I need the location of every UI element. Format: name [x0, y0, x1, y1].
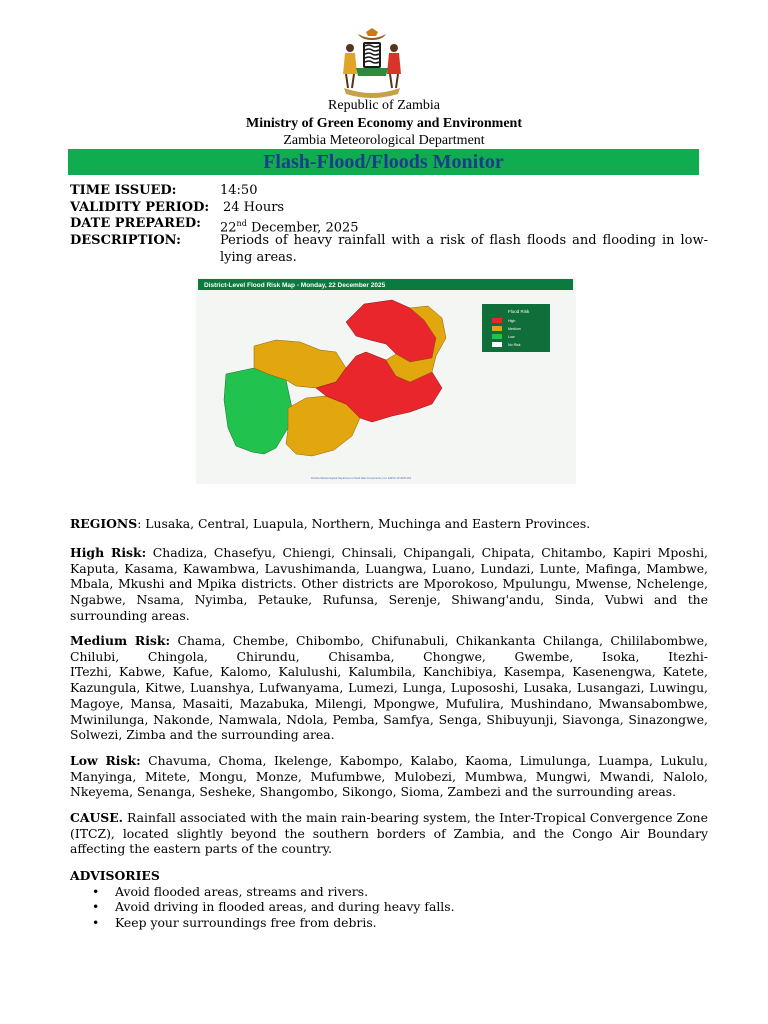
- country-name: Republic of Zambia: [328, 98, 440, 113]
- advisories-list: [70, 884, 708, 931]
- coat-of-arms-icon: [336, 28, 408, 98]
- legend-title: Flood Risk: [508, 309, 530, 314]
- medium-risk-text-1: Chama, Chembe, Chibombo, Chifunabuli, Chikankanta Chilanga, Chililabombwe, Chilubi, Chingola, Chirundu, Chisamba, Chongwe, Gwembe, Isoka, Itezhi-: [70, 633, 709, 664]
- legend-label-medium: Medium: [508, 327, 521, 331]
- high-risk-paragraph: [70, 545, 708, 624]
- cause-label: CAUSE.: [70, 810, 123, 825]
- map-credit: Zambia Meteorological Department | Flood Risk Components | ref. 2025-F-W-2025-001: [311, 477, 412, 480]
- high-risk-text: Chadiza, Chasefyu, Chiengi, Chinsali, Chipangali, Chipata, Chitambo, Kapiri Mposhi, Kaputa, Kasama, Kawambwa, Lavushimanda, Luangwa, Luano, Lundazi, Lunte, Mafinga, Mambwe, Mbala, Mkushi and Mpika districts. Other districts are Mporokoso, Mpulungu, Mwense, Nchelenge, Ngabwe, Nsama, Nyimba, Petauke, Rufunsa, Serenje, Shiwang'andu, Sinda, Vubwi and the surrounding areas.: [70, 545, 708, 623]
- map-title: District-Level Flood Risk Map - Monday, 22 December 2025: [204, 282, 386, 289]
- legend-swatch-high: [492, 318, 502, 323]
- time-issued-label: TIME ISSUED:: [70, 183, 177, 198]
- regions-label: REGIONS: [70, 516, 138, 531]
- regions-text: : Lusaka, Central, Luapula, Northern, Muchinga and Eastern Provinces.: [137, 516, 591, 531]
- date-rest: December, 2025: [246, 220, 359, 236]
- date-label: DATE PREPARED:: [70, 216, 201, 231]
- cause-paragraph: [70, 810, 708, 857]
- advisories-section: [70, 868, 708, 931]
- medium-risk-paragraph: [70, 633, 708, 743]
- cause-text: Rainfall associated with the main rain-bearing system, the Inter-Tropical Convergence Zone (ITCZ), located slightly beyond the southern borders of Zambia, and the Congo Air Boundary affecting the eastern parts of the country.: [70, 810, 708, 857]
- legend-swatch-medium: [492, 326, 502, 331]
- bulletin-title: Flash-Flood/Floods Monitor: [263, 151, 504, 173]
- advisory-item: • Keep your surroundings free from debris.: [70, 915, 708, 931]
- legend-label-none: No Risk: [508, 343, 521, 347]
- advisory-item: • Avoid flooded areas, streams and rivers.: [70, 884, 708, 900]
- legend-label-low: Low: [508, 335, 515, 339]
- ministry-name: Ministry of Green Economy and Environment: [246, 116, 522, 131]
- legend-swatch-low: [492, 334, 502, 339]
- validity-label: VALIDITY PERIOD:: [70, 200, 210, 215]
- title-banner: [68, 149, 699, 175]
- description-label: DESCRIPTION:: [70, 233, 181, 248]
- medium-risk-label: Medium Risk:: [70, 633, 171, 648]
- regions-paragraph: [70, 516, 708, 532]
- low-risk-paragraph: [70, 753, 708, 800]
- legend-swatch-none: [492, 342, 502, 347]
- high-risk-label: High Risk:: [70, 545, 147, 560]
- validity-value: 24 Hours: [223, 200, 285, 215]
- time-issued-value: 14:50: [220, 183, 258, 198]
- low-risk-label: Low Risk:: [70, 753, 141, 768]
- description-value: Periods of heavy rainfall with a risk of flash floods and flooding in low-lying areas.: [220, 233, 708, 265]
- flood-risk-map: [196, 278, 576, 484]
- department-name: Zambia Meteorological Department: [283, 133, 485, 148]
- advisory-item: • Avoid driving in flooded areas, and during heavy falls.: [70, 899, 708, 915]
- medium-risk-text-2: ITezhi, Kabwe, Kafue, Kalomo, Kalulushi, Kalumbila, Kanchibiya, Kasempa, Kasenengwa, Katete, Kazungula, Kitwe, Luanshya, Lufwanyama, Lumezi, Lunga, Lupososhi, Lusaka, Lusangazi, Luwingu, Magoye, Mansa, Masaiti, Mazabuka, Milengi, Mpongwe, Mufulira, Mushindano, Mwansabombwe, Mwinilunga, Nakonde, Namwala, Ndola, Pemba, Samfya, Senga, Shibuyunji, Siavonga, Sinazongwe, Solwezi, Zimba and the surrounding area.: [70, 664, 708, 743]
- advisories-label: ADVISORIES: [70, 868, 160, 883]
- low-risk-text: Chavuma, Choma, Ikelenge, Kabompo, Kalabo, Kaoma, Limulunga, Luampa, Lukulu, Manyinga, Mitete, Mongu, Monze, Mufumbwe, Mulobezi, Mumbwa, Mungwi, Mwandi, Nalolo, Nkeyema, Senanga, Sesheke, Shangombo, Sikongo, Sioma, Zambezi and the surrounding areas.: [70, 753, 708, 800]
- date-day: 22: [220, 220, 237, 236]
- date-suffix: nd: [236, 219, 247, 228]
- legend-label-high: High: [508, 319, 516, 323]
